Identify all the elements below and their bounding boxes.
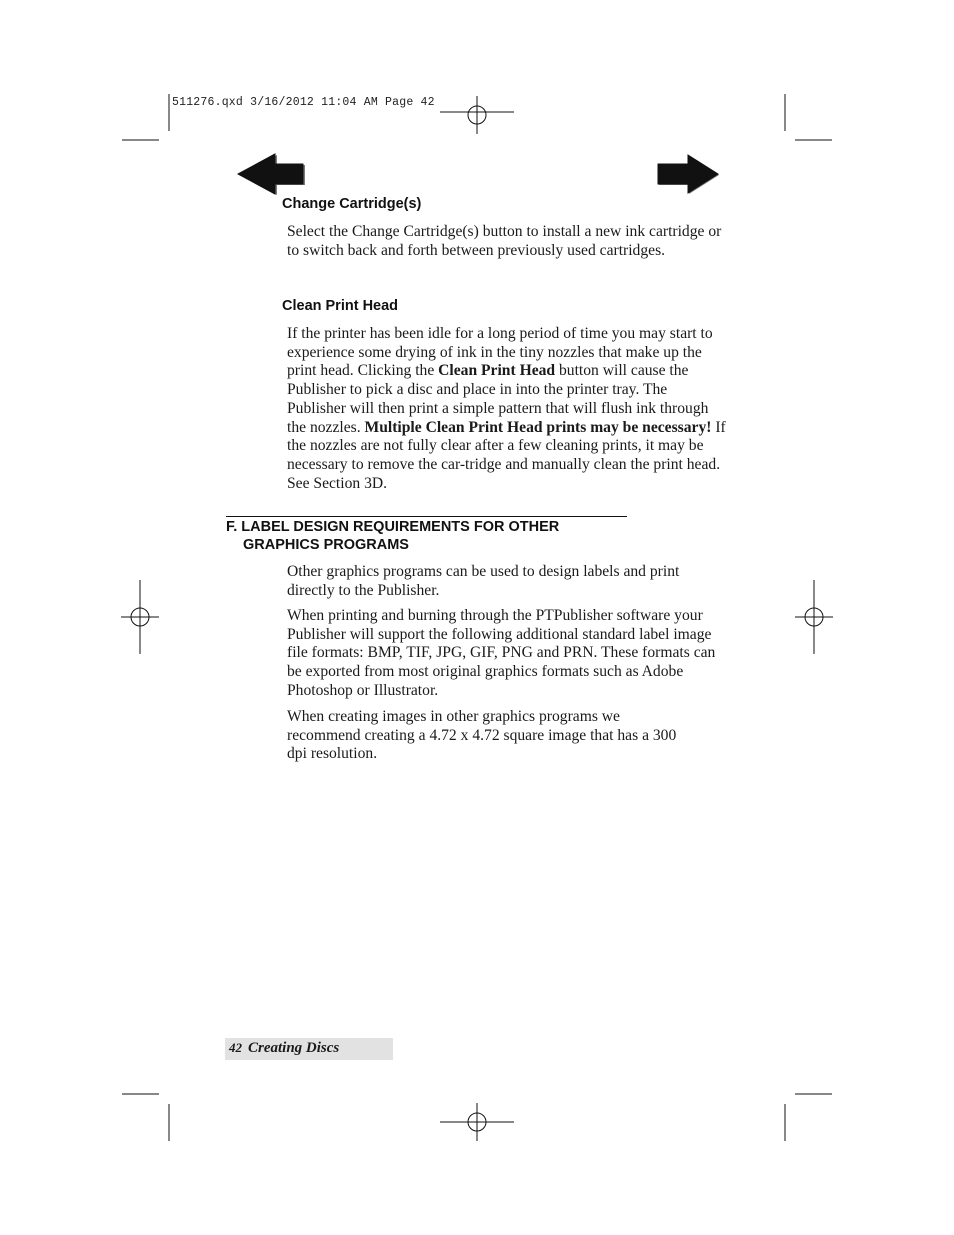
footer-section-title: Creating Discs: [248, 1040, 340, 1056]
change-cartridge-heading: Change Cartridge(s): [282, 196, 422, 212]
clean-print-head-end: If the nozzles are not fully clear after a few cleaning prints, it may be necessary to remove the car-tridge and manually clean the print head. See Section 3D.: [287, 418, 726, 492]
clean-print-head-heading: Clean Print Head: [282, 298, 399, 314]
section-f-paragraph-3: When creating images in other graphics programs we recommend creating a 4.72 x 4.72 square image that has a 300 dpi resolution.: [287, 708, 677, 763]
clean-print-head-bold-term: Clean Print Head: [438, 362, 556, 380]
clean-print-head-intro: If the printer has been idle for a long period of time you may start to experience some drying of ink in the tiny nozzles that make up the print head. Clicking the: [287, 325, 713, 380]
clean-print-head-warning: Multiple Clean Print Head prints may be necessary!: [364, 418, 712, 436]
change-cartridge-paragraph: Select the Change Cartridge(s) button to install a new ink cartridge or to switch back and forth between previously used cartridges.: [287, 223, 722, 259]
slug-line: 511276.qxd 3/16/2012 11:04 AM Page 42: [172, 96, 435, 109]
section-f-paragraph-2: When printing and burning through the PTPublisher software your Publisher will support the following additional standard label image file formats: BMP, TIF, JPG, GIF, PNG and PRN. These formats can be exported from most original graphics formats such as Adobe Photoshop or Illustrator.: [287, 607, 716, 699]
section-divider: [226, 516, 627, 517]
footer-page-number: 42: [229, 1040, 242, 1055]
clean-print-head-middle: button will cause the Publisher to pick a disc and place in into the printer tray. The Publisher will then print a simple pattern that will flush ink through the nozzles.: [287, 362, 709, 436]
next-page-button[interactable]: [655, 154, 721, 194]
section-f-heading-line1: F. LABEL DESIGN REQUIREMENTS FOR OTHER: [226, 519, 560, 535]
clean-print-head-paragraph: [287, 325, 729, 493]
footer-text: [229, 1040, 339, 1057]
section-f-heading-line2: GRAPHICS PROGRAMS: [243, 536, 409, 553]
page-footer: [225, 1038, 393, 1060]
section-f-heading: [226, 519, 646, 554]
arrow-right-icon: [655, 181, 721, 198]
previous-page-button[interactable]: [236, 153, 306, 195]
section-f-paragraph-1: Other graphics programs can be used to design labels and print directly to the Publisher.: [287, 563, 680, 599]
